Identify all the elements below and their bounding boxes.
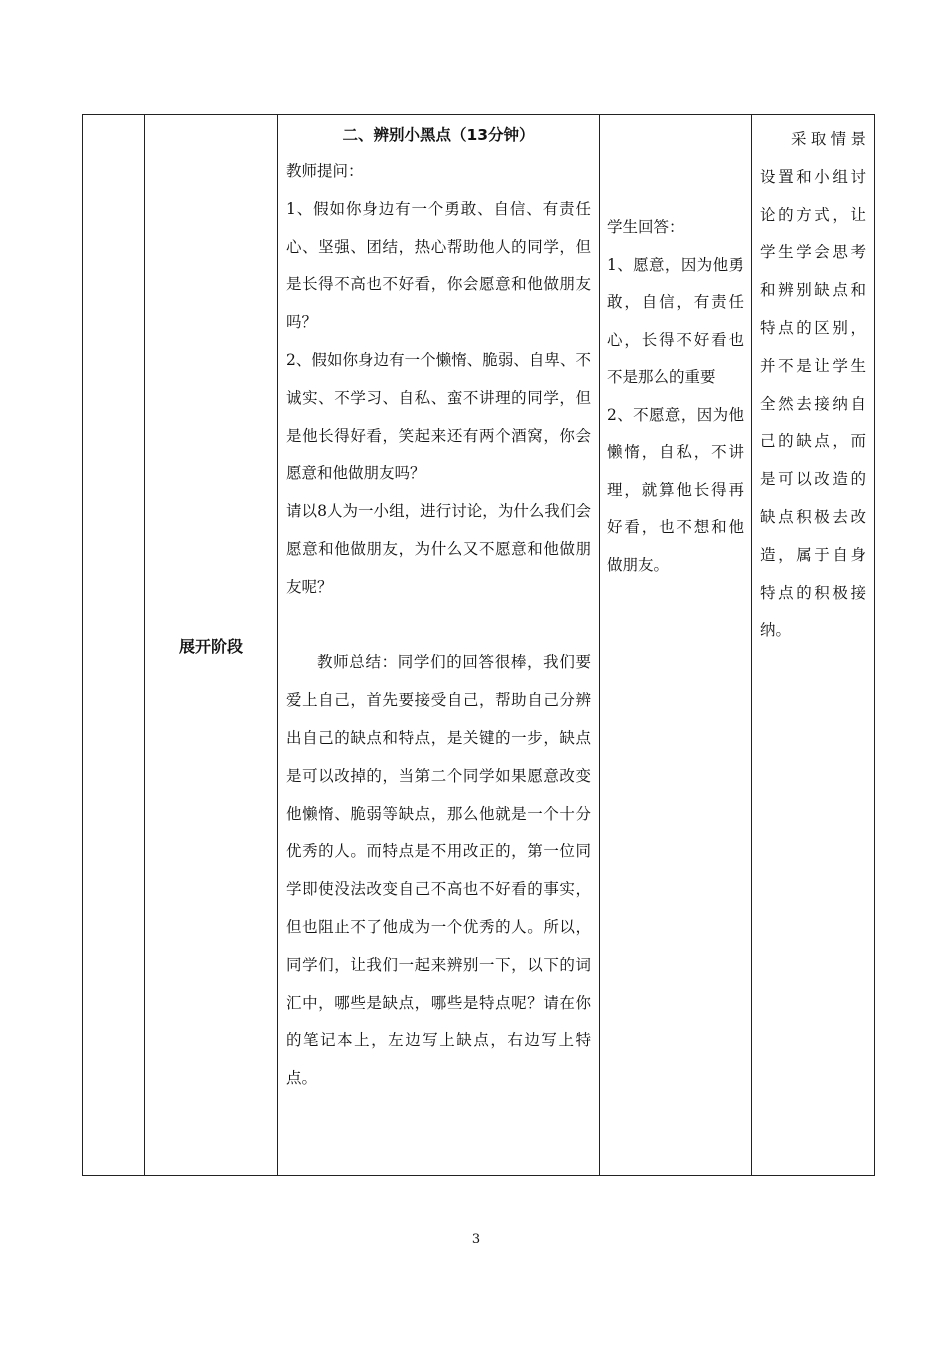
student-answer-1: 1、愿意，因为他勇敢，自信，有责任心，长得不好看也不是那么的重要 (607, 255, 744, 386)
teacher-activity-cell (278, 115, 600, 1176)
lesson-plan-table (82, 114, 875, 1176)
student-answer-label: 学生回答： (607, 218, 685, 236)
teacher-question-1: 1、假如你身边有一个勇敢、自信、有责任心、坚强、团结，热心帮助他人的同学，但是长得不高也不好看，你会愿意和他做朋友吗？ (286, 199, 591, 332)
blank-line (286, 607, 591, 645)
teacher-question-label: 教师提问： (286, 162, 364, 180)
table-row (83, 115, 875, 1176)
design-purpose-cell (752, 115, 875, 1176)
teacher-summary: 教师总结：同学们的回答很棒，我们要爱上自己，首先要接受自己，帮助自己分辨出自己的缺点和特点，是关键的一步，缺点是可以改掉的，当第二个同学如果愿意改变他懒惰、脆弱等缺点，那么他就是一个十分优秀的人。而特点是不用改正的，第一位同学即使没法改变自己不高也不好看的事实，但也阻止不了他成为一个优秀的人。所以，同学们，让我们一起来辨别一下，以下的词汇中，哪些是缺点，哪些是特点呢？请在你的笔记本上，左边写上缺点，右边写上特点。 (286, 653, 591, 1088)
group-discussion-instruction: 请以8人为一小组，进行讨论，为什么我们会愿意和他做朋友，为什么又不愿意和他做朋友呢？ (286, 502, 591, 596)
stage-cell (145, 115, 278, 1176)
student-answer-2: 2、不愿意，因为他懒惰，自私，不讲理，就算他长得再好看，也不想和他做朋友。 (607, 405, 744, 574)
teacher-question-2: 2、假如你身边有一个懒惰、脆弱、自卑、不诚实、不学习、自私、蛮不讲理的同学，但是他长得好看，笑起来还有两个酒窝，你会愿意和他做朋友吗？ (286, 350, 591, 483)
empty-first-column-cell (83, 115, 145, 1176)
design-purpose-text: 采取情景设置和小组讨论的方式，让学生学会思考和辨别缺点和特点的区别，并不是让学生全然去接纳自己的缺点，而是可以改造的缺点积极去改造，属于自身特点的积极接纳。 (760, 130, 866, 640)
section-title: 二、辨别小黑点（13分钟） (342, 126, 535, 144)
page-number: 3 (471, 1232, 481, 1247)
stage-label: 展开阶段 (178, 636, 243, 656)
student-activity-cell (600, 115, 752, 1176)
